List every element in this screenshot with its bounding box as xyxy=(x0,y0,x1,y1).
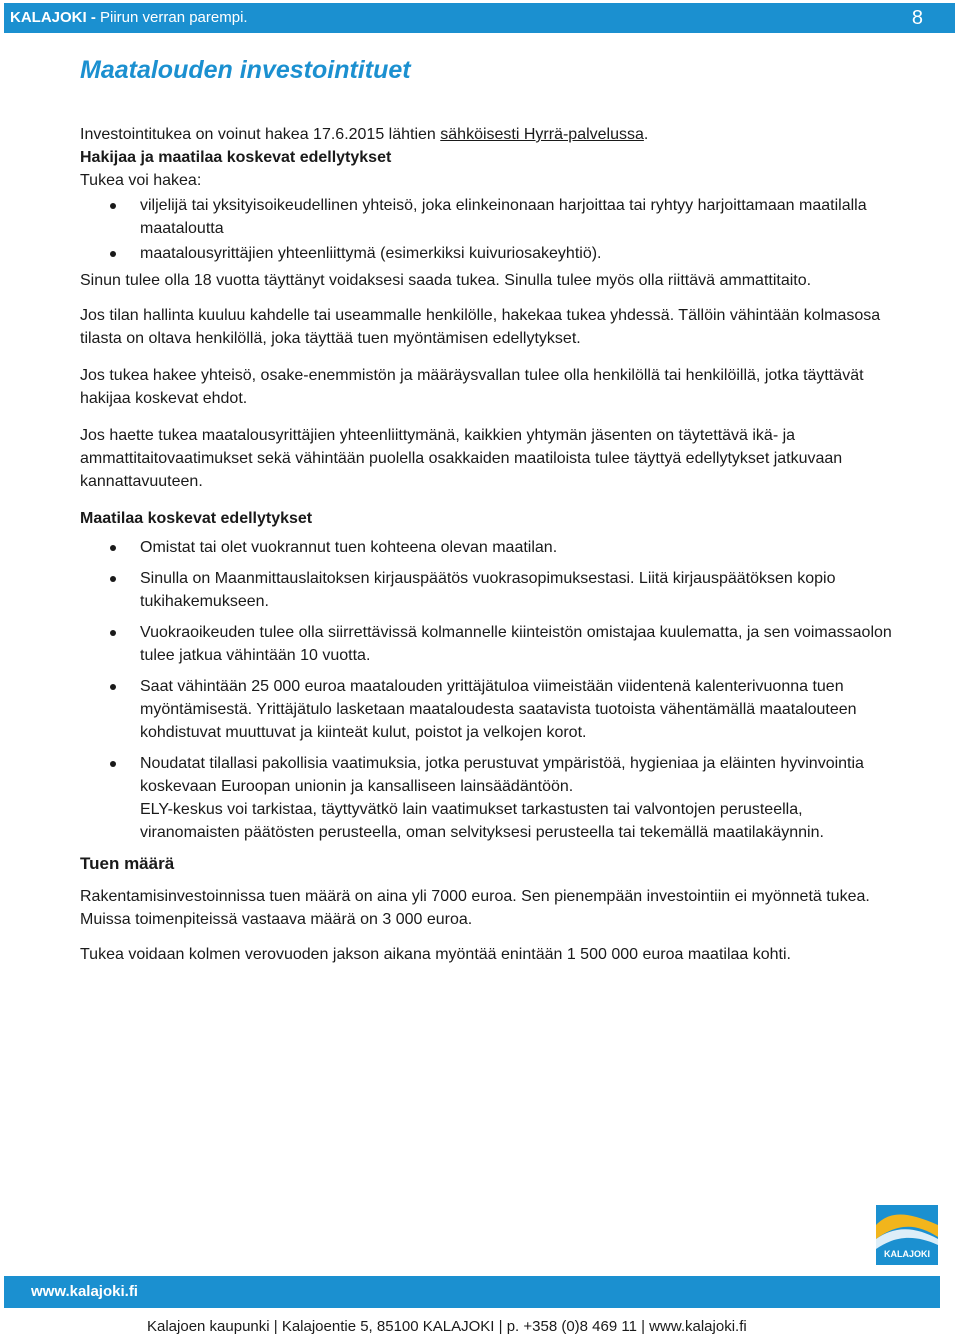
page-number: 8 xyxy=(911,7,923,29)
intro-text-end: . xyxy=(643,126,649,143)
intro-paragraph xyxy=(80,123,896,146)
header-brand xyxy=(10,9,248,26)
bullet-icon xyxy=(110,576,116,582)
bullet-icon xyxy=(110,251,116,257)
document-body xyxy=(80,123,896,966)
bullet-icon xyxy=(110,761,116,767)
farm-section-heading: Maatilaa koskevat edellytykset xyxy=(80,510,313,527)
amount-paragraph: Rakentamisinvestoinnissa tuen määrä on aina yli 7000 euroa. Sen pienempään investointiin ei myönnetä tukea. Muissa toimenpiteissä vastaava määrä on 3 000 euroa. xyxy=(80,888,870,928)
footer-website[interactable]: www.kalajoki.fi xyxy=(31,1283,138,1300)
farm-bullet-list xyxy=(80,536,896,844)
list-item xyxy=(80,242,896,265)
bullet-icon xyxy=(110,630,116,636)
list-item xyxy=(80,621,896,667)
logo-text: KALAJOKI xyxy=(883,1249,930,1259)
joint-ownership-paragraph: Jos tilan hallinta kuuluu kahdelle tai useammalle henkilölle, hakekaa tukea yhdessä. Tällöin vähintään kolmasosa tilasta on oltava henkilöllä, joka täyttää tuen myöntämisen edellytykset. xyxy=(80,307,881,347)
kalajoki-logo xyxy=(876,1205,938,1265)
page-header xyxy=(4,3,955,33)
list-item xyxy=(80,675,896,744)
hyrra-service-link[interactable]: sähköisesti Hyrrä-palvelussa xyxy=(440,126,644,143)
list-item-text: viljelijä tai yksityisoikeudellinen yhteisö, joka elinkeinonaan harjoittaa tai ryhtyy harjoittamaan maatilalla maataloutta xyxy=(140,197,867,237)
footer-band xyxy=(4,1276,940,1308)
list-item-text: Vuokraoikeuden tulee olla siirrettävissä kolmannelle kiinteistön omistajaa kuulematta, ja sen voimassaolon tulee jatkua vähintään 10 vuotta. xyxy=(140,624,892,664)
intro-text: Investointitukea on voinut hakea 17.6.2015 lähtien xyxy=(80,126,441,143)
brand-separator: - xyxy=(90,9,96,26)
brand-name: KALAJOKI xyxy=(10,9,87,26)
amount-section-heading: Tuen määrä xyxy=(80,854,175,873)
applicant-section-heading: Hakijaa ja maatilaa koskevat edellytykset xyxy=(80,149,392,166)
page-title: Maatalouden investointituet xyxy=(80,56,411,84)
bullet-icon xyxy=(110,203,116,209)
list-item xyxy=(80,194,896,240)
brand-slogan: Piirun verran parempi. xyxy=(100,9,248,26)
age-requirement-paragraph: Sinun tulee olla 18 vuotta täyttänyt voidaksesi saada tukea. Sinulla tulee myös olla riittävä ammattitaito. xyxy=(80,272,812,289)
association-paragraph: Jos haette tukea maatalousyrittäjien yhteenliittymänä, kaikkien yhtymän jäsenten on täytettävä ikä- ja ammattitaitovaatimukset sekä vähintään puolella osakkaiden maatiloista tulee täyttyä edellytykset jatkuvaan kannattavuuteen. xyxy=(80,427,843,490)
list-item-text: Sinulla on Maanmittauslaitoksen kirjauspäätös vuokrasopimuksestasi. Liitä kirjauspäätöksen kopio tukihakemukseen. xyxy=(140,570,836,610)
max-amount-paragraph: Tukea voidaan kolmen verovuoden jakson aikana myöntää enintään 1 500 000 euroa maatilaa kohti. xyxy=(80,946,791,963)
list-item xyxy=(80,536,896,559)
list-item-text: maatalousyrittäjien yhteenliittymä (esimerkiksi kuivuriosakeyhtiö). xyxy=(140,245,602,262)
applicant-lead: Tukea voi hakea: xyxy=(80,172,202,189)
list-item-text: Saat vähintään 25 000 euroa maatalouden yrittäjätuloa viimeistään viidentenä kalenterivuonna tuen myöntämisestä. Yrittäjätulo lasketaan maataloudesta saatavista tuotoista vähentämällä maatalouteen kohdistuvat muuttuvat ja kiinteät kulut, poistot ja velkojen korot. xyxy=(140,678,857,741)
applicant-bullet-list xyxy=(80,194,896,265)
list-item-text: Omistat tai olet vuokrannut tuen kohteena olevan maatilan. xyxy=(140,539,558,556)
list-item xyxy=(80,752,896,844)
list-item-extra-text: ELY-keskus voi tarkistaa, täyttyvätkö lain vaatimukset tarkastusten tai valvontojen perusteella, viranomaisten päätösten perusteella, oman selvityksesi perusteella tai tekemällä maatilakäynnin. xyxy=(140,801,824,841)
list-item xyxy=(80,567,896,613)
community-applicant-paragraph: Jos tukea hakee yhteisö, osake-enemmistön ja määräysvallan tulee olla henkilöllä tai henkilöillä, jotka täyttävät hakijaa koskevat ehdot. xyxy=(80,367,864,407)
list-item-text: Noudatat tilallasi pakollisia vaatimuksia, jotka perustuvat ympäristöä, hygieniaa ja eläinten hyvinvointia koskevaan Euroopan unionin ja kansalliseen lainsäädäntöön. xyxy=(140,755,864,795)
bullet-icon xyxy=(110,684,116,690)
footer-contact-info: Kalajoen kaupunki | Kalajoentie 5, 85100 KALAJOKI | p. +358 (0)8 469 11 | www.kalajoki.fi xyxy=(147,1318,747,1335)
bullet-icon xyxy=(110,545,116,551)
